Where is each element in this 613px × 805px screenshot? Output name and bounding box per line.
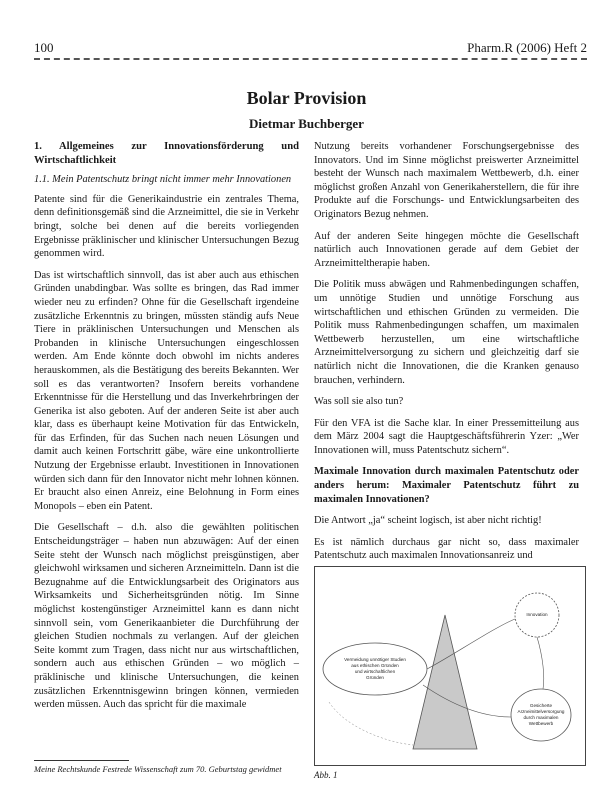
right-oval-line: Arzneimittelversorgung xyxy=(517,709,565,714)
paragraph: Nutzung bereits vorhandener Forschungsergebnisse des Innovators. Und im Sinne möglichst preiswerter Arzneimittel besteht der Wunsch nach maximalem Wettbewerb, d.h. einer möglichst großen Anzahl von Generikaherstellern, die für ihre Produkte auf die Forschungs- und Entwicklungsarbeiten des Originators Bezug nehmen. xyxy=(314,141,579,220)
article-title: Bolar Provision xyxy=(246,88,367,108)
journal-reference: Pharm.R (2006) Heft 2 xyxy=(467,40,587,55)
figure-diagram xyxy=(314,566,586,766)
left-oval-line: aus ethischen Gründen xyxy=(351,663,399,668)
right-oval-line: Wettbewerb xyxy=(528,721,554,726)
article-author: Dietmar Buchberger xyxy=(249,116,364,131)
paragraph: Auf der anderen Seite hingegen möchte die Gesellschaft natürlich auch Innovationen gerade auf dem Gebiet der Arzneimitteltherapie haben. xyxy=(314,230,579,269)
connector-arc xyxy=(537,637,544,689)
paragraph: Die Politik muss abwägen und Rahmenbedingungen schaffen, um unnötige Studien und unnötige Forschung aus wirtschaftlichen und ethischen Gründen zu vermeiden. Die Politik muss Rahmenbedingungen schaffen, um maximalen Wettbewerb herzustellen, um eine wirtschaftliche Arzneimittelversorgung zu sichern und gleichzeitig darf sie natürlich nicht die Innovationen, die die Kranken genauso brauchen, verhindern. xyxy=(314,279,579,386)
right-oval-line: durch maximalen xyxy=(523,715,559,720)
right-column xyxy=(314,140,579,571)
top-circle-label: Innovation xyxy=(526,612,548,617)
paragraph: Patente sind für die Generikaindustrie ein zentrales Thema, denn definitionsgemäß sind die Arzneimittel, die sie in Verkehr bringt, solche bei denen auf die bereits vorliegenden Ergebnisse präklinischer und klinischer Untersuchungen Bezug genommen wird. xyxy=(34,193,299,260)
footnote-rule xyxy=(34,760,129,761)
header-rule xyxy=(34,58,587,60)
left-oval-line: Vermeidung unnötiger Studien xyxy=(344,657,406,662)
left-oval-line: Gründen xyxy=(366,675,384,680)
section-heading-1: 1. Allgemeines zur Innovationsförderung und Wirtschaftlichkeit xyxy=(34,141,299,166)
running-header xyxy=(34,40,587,56)
page-number: 100 xyxy=(34,40,54,55)
paragraph: Für den VFA ist die Sache klar. In einer Pressemitteilung aus dem März 2004 sagt die Hauptgeschäftsführerin Yzer: „Wer Innovationen will, muss Patentschutz sichern“. xyxy=(314,417,579,456)
pyramid-shape xyxy=(413,615,477,749)
left-column xyxy=(34,140,299,720)
paragraph: Das ist wirtschaftlich sinnvoll, das ist aber auch aus ethischen Gründen unabdingbar. Was sollte es bringen, das Rad immer wieder neu zu erfinden? Ohne für die Gesellschaft irgendeine zusätzliche Erkenntnis zu bringen, müssten ständig aufs Neue Tiere in präklinischen Untersuchungen und Menschen als Probanden in klinische Untersuchungen eingeschlossen werden. Am Ende könnte doch obwohl im nichts anderes herauskommen, als die Bestätigung des bereits Bekannten. Wer soll es das verantworten? Insofern bereits vorhandene Erkenntnisse für die Herstellung und das Inverkehrbringen der Generika ist also geboten. Auf der anderen Seite ist aber auch klar, dass es überhaupt keine Motivation für das Entwickeln, für das Erfinden, für das Suchen nach neuen Lösungen und damit auch keinen Fortschritt gäbe, wäre eine unkontrollierte Nutzung der Ergebnisse erlaubt. Investitionen in Innovationen würden sich dann für den Innovator nicht mehr lohnen können. Er braucht also einen Anreiz, eine Belohnung in Form eines Monopols – eben ein Patent. xyxy=(34,269,299,512)
connector-arc xyxy=(329,702,413,745)
diagram-svg xyxy=(315,567,585,765)
subsection-heading-1-1: 1.1. Mein Patentschutz bringt nicht immer mehr Innovationen xyxy=(34,174,292,186)
bold-thesis: Maximale Innovation durch maximalen Patentschutz oder anders herum: Maximaler Patentschutz führt zu maximalen Innovationen? xyxy=(314,466,579,505)
figure-caption: Abb. 1 xyxy=(314,770,338,780)
paragraph: Was soll sie also tun? xyxy=(314,396,404,408)
paragraph: Es ist nämlich durchaus gar nicht so, dass maximaler Patentschutz auch maximalen Innovationsanreiz und xyxy=(314,536,579,562)
left-oval-line: und wirtschaftlichen xyxy=(354,669,396,674)
question-paragraph: Die Antwort „ja“ scheint logisch, ist aber nicht richtig! xyxy=(314,515,542,527)
paragraph: Die Gesellschaft – d.h. also die gewählten politischen Entscheidungsträger – haben nun abzuwägen: Auf der einen Seite steht der Wunsch nach möglichst preisgünstigen, aber gleichwohl wirksamen und sicheren Arzneimitteln. Dann ist die Bezugnahme auf die Entwicklungsarbeit des Originators aus Wirksamkeits und Sicherheitsgründen nötig. Im Sinne möglichst kostengünstiger Arzneimittel kann es dann nicht sinnvoll sein, vom Generikaanbieter die Durchführung der gleichen Studien nochmals zu verlangen. Auf der gleichen Seite kommt zum Tragen, dass nicht nur aus wirtschaftlichen, sondern auch aus ethischen Gründen – wo möglich – präklinische und klinische Untersuchungen, die keinen zusätzlichen Erkenntnisgewinn bringen können, vermieden werden müssen. Auch das spricht für die maximale xyxy=(34,522,299,711)
right-oval-line: Gesicherte xyxy=(529,703,553,708)
footnote: Meine Rechtskunde Festrede Wissenschaft zum 70. Geburtstag gewidmet xyxy=(34,764,282,774)
